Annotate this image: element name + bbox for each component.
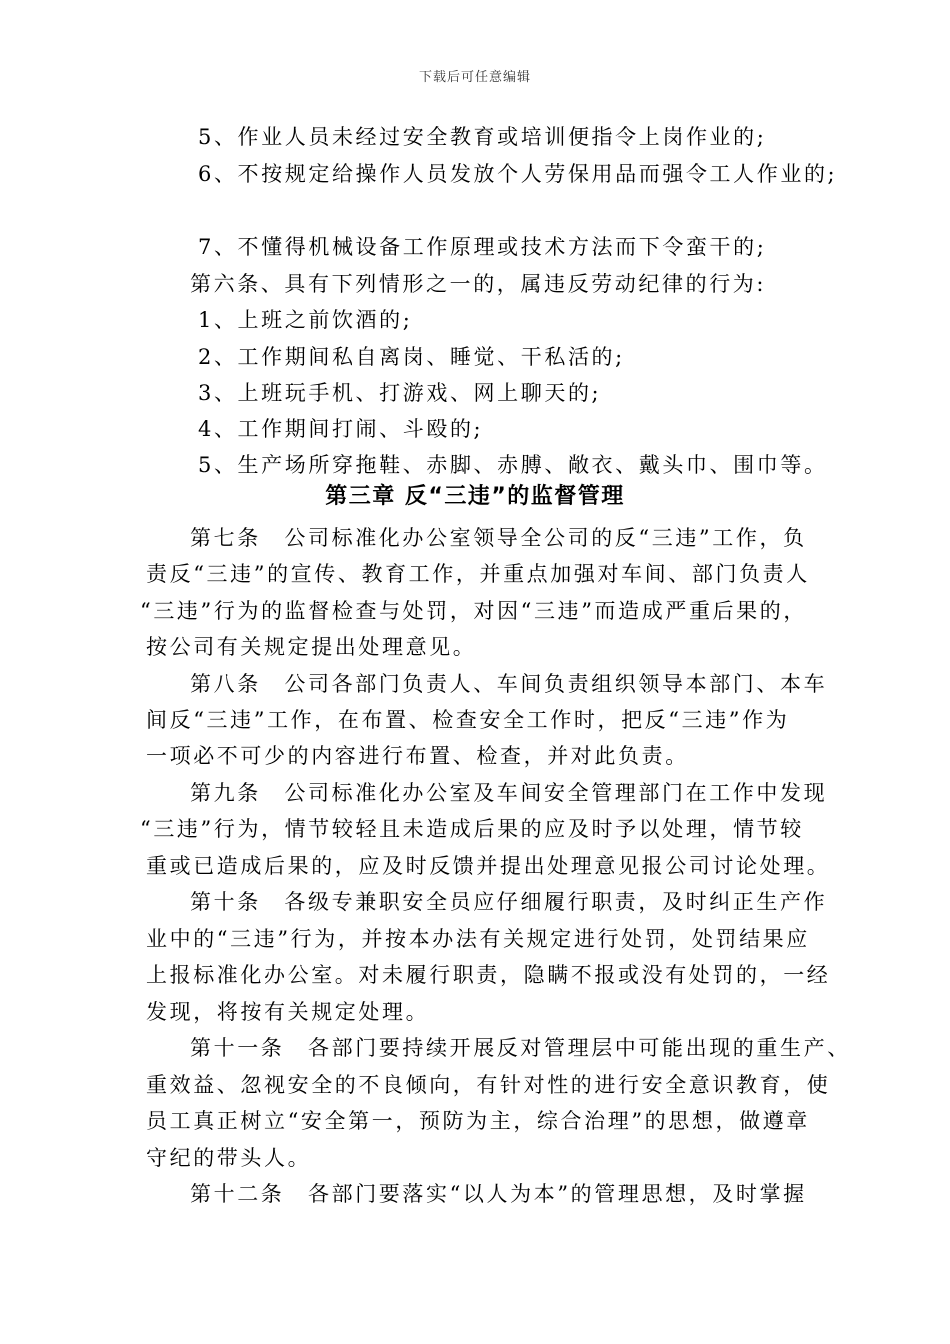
article-line: 按公司有关规定提出处理意见。 <box>146 635 477 659</box>
article-line: “三违”行为的监督检查与处罚，对因“三违”而造成严重后果的， <box>140 599 807 623</box>
list-item: 1、上班之前饮酒的; <box>198 308 413 332</box>
header-note: 下载后可任意编辑 <box>418 70 531 85</box>
article-line: “三违”行为，情节较轻且未造成后果的应及时予以处理，情节较 <box>140 817 804 841</box>
article-line: 间反“三违”工作，在布置、检查安全工作时，把反“三违”作为 <box>146 708 790 732</box>
list-item: 5、生产场所穿拖鞋、赤脚、赤膊、敞衣、戴头巾、围巾等。 <box>198 453 828 477</box>
article-line: 守纪的带头人。 <box>146 1146 312 1170</box>
list-item: 7、不懂得机械设备工作原理或技术方法而下令蛮干的; <box>198 235 767 259</box>
list-item: 6、不按规定给操作人员发放个人劳保用品而强令工人作业的; <box>198 162 838 186</box>
article-line: 第七条 公司标准化办公室领导全公司的反“三违”工作，负 <box>190 526 807 550</box>
article-line: 第十一条 各部门要持续开展反对管理层中可能出现的重生产、 <box>190 1036 851 1060</box>
article-line: 第八条 公司各部门负责人、车间负责组织领导本部门、本车 <box>190 672 828 696</box>
article-line: 第九条 公司标准化办公室及车间安全管理部门在工作中发现 <box>190 781 828 805</box>
article-line: 第十条 各级专兼职安全员应仔细履行职责，及时纠正生产作 <box>190 890 828 914</box>
article-line: 重或已造成后果的，应及时反馈并提出处理意见报公司讨论处理。 <box>146 854 831 878</box>
list-item: 2、工作期间私自离岗、睡觉、干私活的; <box>198 345 625 369</box>
list-item: 3、上班玩手机、打游戏、网上聊天的; <box>198 381 602 405</box>
article-six-intro: 第六条、具有下列情形之一的，属违反劳动纪律的行为: <box>190 272 767 296</box>
article-line: 上报标准化办公室。对未履行职责，隐瞒不报或没有处罚的，一经 <box>146 963 831 987</box>
article-line: 责反“三违”的宣传、教育工作，并重点加强对车间、部门负责人 <box>146 562 810 586</box>
article-line: 员工真正树立“安全第一，预防为主，综合治理”的思想，做遵章 <box>146 1109 810 1133</box>
list-item: 5、作业人员未经过安全教育或培训便指令上岗作业的; <box>198 125 767 149</box>
list-item: 4、工作期间打闹、斗殴的; <box>198 417 484 441</box>
chapter-title: 第三章 反“三违”的监督管理 <box>325 484 625 509</box>
article-line: 一项必不可少的内容进行布置、检查，并对此负责。 <box>146 744 689 768</box>
article-line: 重效益、忽视安全的不良倾向，有针对性的进行安全意识教育，使 <box>146 1073 831 1097</box>
article-line: 发现，将按有关规定处理。 <box>146 1000 430 1024</box>
article-line: 第十二条 各部门要落实“以人为本”的管理思想，及时掌握 <box>190 1182 807 1206</box>
article-line: 业中的“三违”行为，并按本办法有关规定进行处罚，处罚结果应 <box>146 927 810 951</box>
